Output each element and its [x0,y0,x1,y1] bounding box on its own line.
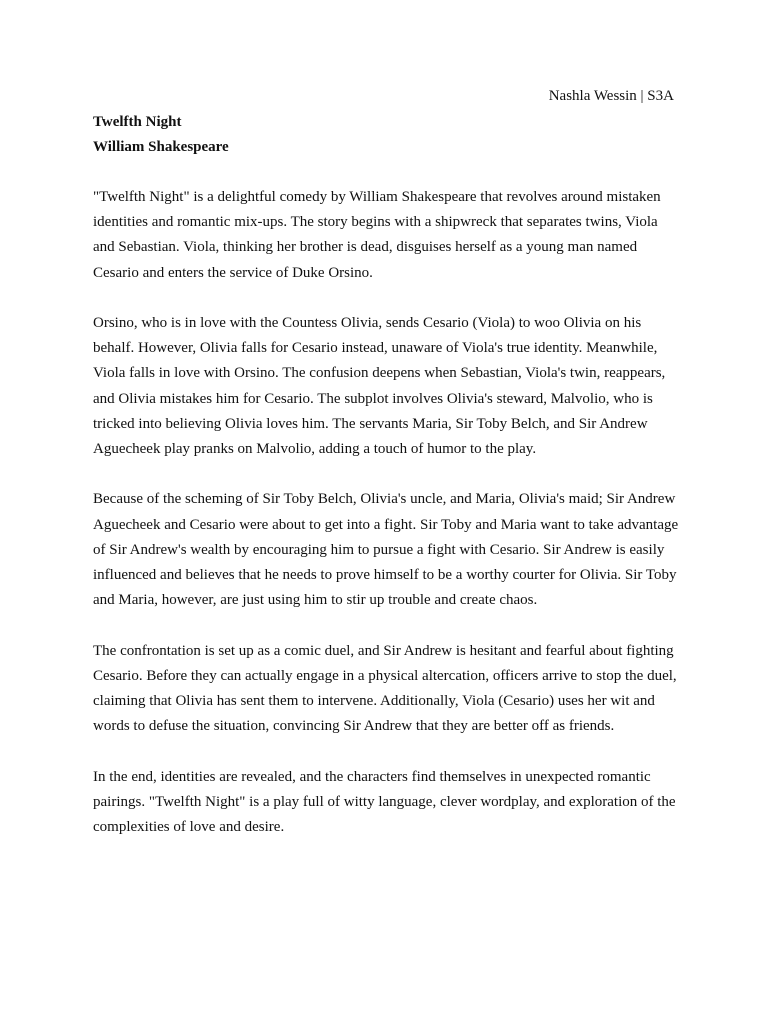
document-author: William Shakespeare [93,139,229,155]
paragraph-5: In the end, identities are revealed, and the characters find themselves in unexpected romantic pairings. "Twelfth Night" is a play full of witty language, clever wordplay, and exploration of the complexities of love and desire. [93,768,676,836]
paragraph-3: Because of the scheming of Sir Toby Belch, Olivia's uncle, and Maria, Olivia's maid; Sir Andrew Aguecheek and Cesario were about to get into a fight. Sir Toby and Maria want to take advantage of Sir Andrew's wealth by encouraging him to pursue a fight with Cesario. Sir Andrew is easily influenced and believes that he needs to prove himself to be a worthy courter for Olivia. Sir Toby and Maria, however, are just using him to stir up trouble and create chaos. [93,491,679,609]
paragraph-4: The confrontation is set up as a comic duel, and Sir Andrew is hesitant and fearful about fighting Cesario. Before they can actually engage in a physical altercation, officers arrive to stop the duel, claiming that Olivia has sent them to intervene. Additionally, Viola (Cesario) uses her wit and words to defuse the situation, convincing Sir Andrew that they are better off as friends. [93,642,677,735]
paragraph-1: "Twelfth Night" is a delightful comedy by William Shakespeare that revolves around mistaken identities and romantic mix-ups. The story begins with a shipwreck that separates twins, Viola and Sebastian. Viola, thinking her brother is dead, disguises herself as a young man named Cesario and enters the service of Duke Orsino. [93,189,661,281]
paragraph-2: Orsino, who is in love with the Countess Olivia, sends Cesario (Viola) to woo Olivia on his behalf. However, Olivia falls for Cesario instead, unaware of Viola's true identity. Meanwhile, Viola falls in love with Orsino. The confusion deepens when Sebastian, Viola's twin, reappears, and Olivia mistakes him for Cesario. The subplot involves Olivia's steward, Malvolio, who is tricked into believing Olivia loves him. The servants Maria, Sir Toby Belch, and Sir Andrew Aguecheek play pranks on Malvolio, adding a touch of humor to the play. [93,315,666,458]
student-header: Nashla Wessin | S3A [548,88,674,104]
document-title: Twelfth Night [93,114,182,130]
document-body [93,110,683,865]
